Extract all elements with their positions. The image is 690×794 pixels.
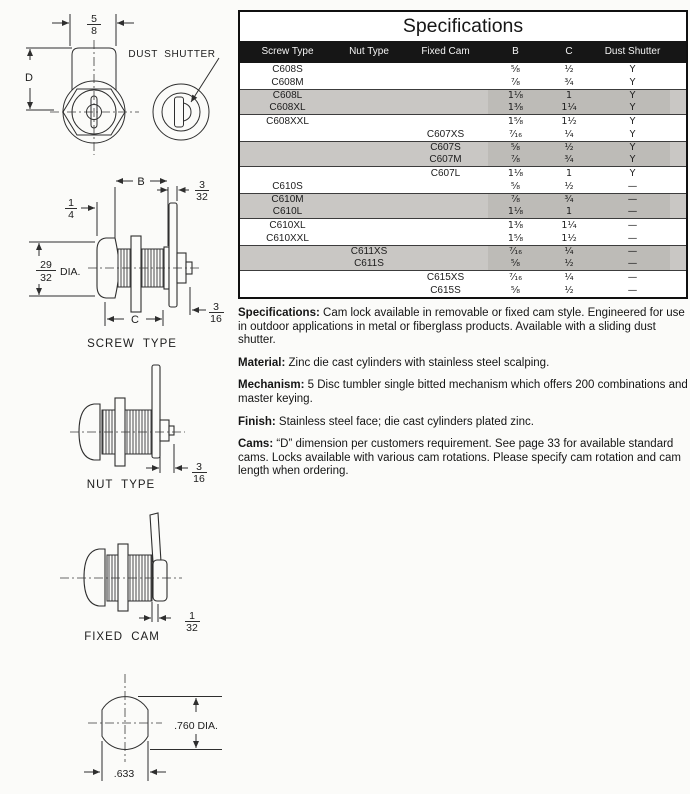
right-column xyxy=(238,10,688,488)
cell-model: C607S xyxy=(430,142,461,153)
lock-side-view-nut xyxy=(70,365,185,466)
cell-dust: — xyxy=(595,206,670,218)
cell-empty xyxy=(335,219,403,232)
note-text: Stainless steel face; die cast cylinders plated zinc. xyxy=(275,415,534,428)
header-fixed-cam: Fixed Cam xyxy=(421,46,470,57)
cutout-width-label: .633 xyxy=(113,768,135,780)
cell-empty xyxy=(403,115,488,128)
cell-empty xyxy=(335,90,403,102)
note-label: Specifications: xyxy=(238,307,320,319)
fixed-cam-caption: FIXED CAM xyxy=(84,631,160,643)
cell-empty xyxy=(403,194,488,206)
cell-empty xyxy=(403,219,488,232)
cell-b: 1⁵⁄₈ xyxy=(507,116,524,127)
table-row xyxy=(240,232,686,245)
note-paragraph xyxy=(238,379,690,406)
table-row xyxy=(240,180,686,193)
table-row xyxy=(240,63,686,76)
cell-c: ¹⁄₄ xyxy=(564,272,574,283)
cell-empty xyxy=(403,246,488,258)
cell-empty xyxy=(403,180,488,193)
dim-den: 4 xyxy=(68,209,74,221)
note-paragraph xyxy=(238,438,690,479)
cell-c: ³⁄₄ xyxy=(564,77,574,88)
cell-empty xyxy=(240,284,335,297)
cell-b: ⁷⁄₁₆ xyxy=(508,272,522,283)
cell-model: C610M xyxy=(271,194,304,205)
cell-model: C610XL xyxy=(269,220,306,231)
cell-dust: Y xyxy=(595,154,670,166)
dim-num: 3 xyxy=(196,461,202,473)
lock-front-view xyxy=(50,40,139,155)
table-row xyxy=(240,141,686,154)
lock-side-view-fixed xyxy=(60,513,182,611)
screw-type-caption: SCREW TYPE xyxy=(87,338,177,350)
cell-c: 1 xyxy=(543,90,595,102)
cell-dust: Y xyxy=(595,90,670,102)
dim-den: 16 xyxy=(193,473,205,485)
cell-empty xyxy=(335,206,403,218)
dim-c-label: C xyxy=(131,314,139,326)
table-row xyxy=(240,76,686,89)
nut-type-caption: NUT TYPE xyxy=(86,479,156,491)
cell-c: ¹⁄₂ xyxy=(543,258,595,270)
nut-type-drawing xyxy=(0,350,235,500)
cell-dust: — xyxy=(627,233,638,244)
cell-empty xyxy=(335,63,403,76)
cell-model: C607L xyxy=(430,168,461,179)
dim-num: 1 xyxy=(189,610,195,622)
cell-dust: — xyxy=(627,220,638,231)
cell-b: ⁵⁄₈ xyxy=(488,142,543,154)
dim-den: 32 xyxy=(40,272,52,284)
cell-empty xyxy=(335,115,403,128)
cell-empty xyxy=(335,167,403,180)
cell-dust: — xyxy=(627,285,638,296)
cell-empty xyxy=(335,232,403,245)
cell-c: 1¹⁄₂ xyxy=(561,233,577,244)
cell-c: ¹⁄₄ xyxy=(543,246,595,258)
cell-model: C610XXL xyxy=(266,233,309,244)
cell-c: 1 xyxy=(543,206,595,218)
cell-dust: — xyxy=(595,258,670,270)
cell-model: C615XS xyxy=(426,272,465,283)
cell-c: ¹⁄₄ xyxy=(564,129,574,140)
cell-empty xyxy=(335,142,403,154)
cell-model: C607XS xyxy=(426,129,465,140)
dim-num: 5 xyxy=(91,13,97,25)
cell-b: ⁷⁄₈ xyxy=(488,154,543,166)
note-text: 5 Disc tumbler single bitted mechanism which offers 200 combinations and master keying. xyxy=(238,379,688,405)
cell-empty xyxy=(335,128,403,141)
cell-b: 1³⁄₈ xyxy=(488,102,543,114)
cell-b: 1¹⁄₈ xyxy=(488,206,543,218)
cell-c: ³⁄₄ xyxy=(543,154,595,166)
cell-empty xyxy=(240,246,335,258)
dim-num: 3 xyxy=(213,301,219,313)
cell-b: ⁵⁄₈ xyxy=(488,258,543,270)
cell-c: 1 xyxy=(565,168,573,179)
table-row xyxy=(240,258,686,271)
dust-shutter-label: DUST SHUTTER xyxy=(128,49,216,60)
notes-section xyxy=(238,307,690,479)
cell-empty xyxy=(403,258,488,270)
table-row xyxy=(240,193,686,206)
dim-cam-thickness xyxy=(157,179,209,203)
cell-model: C608S xyxy=(272,64,303,75)
table-header xyxy=(240,41,686,63)
cell-b: ⁵⁄₈ xyxy=(510,285,521,296)
cell-b: ⁵⁄₈ xyxy=(510,181,521,192)
cam-hub xyxy=(153,560,167,601)
cell-b: ⁵⁄₈ xyxy=(510,64,521,75)
cell-b: 1¹⁄₈ xyxy=(488,90,543,102)
screw-type-drawing xyxy=(0,165,235,355)
table-row xyxy=(240,245,686,258)
dim-bezel xyxy=(65,197,97,236)
dim-b-label: B xyxy=(137,176,145,188)
spec-table-body xyxy=(240,63,686,297)
table-row xyxy=(240,89,686,102)
cell-c: ¹⁄₂ xyxy=(564,181,574,192)
cell-c: ¹⁄₂ xyxy=(564,285,574,296)
cam-lever xyxy=(152,365,160,458)
cell-dust: Y xyxy=(595,142,670,154)
double-d-cutout xyxy=(88,674,162,762)
cell-dust: Y xyxy=(629,64,636,75)
cell-empty xyxy=(403,232,488,245)
header-c: C xyxy=(565,46,573,57)
note-text: Cam lock available in removable or fixed cam style. Engineered for use in outdoor applications in metal or fiberglass products. Available with a sliding dust shutter. xyxy=(238,307,685,347)
dust-shutter-shape xyxy=(184,103,192,121)
dim-den: 8 xyxy=(91,25,97,37)
header-b: B xyxy=(512,46,519,57)
cell-model: C615S xyxy=(430,285,461,296)
front-view-drawing xyxy=(0,0,235,165)
cell-model: C610S xyxy=(272,181,303,192)
cell-empty xyxy=(335,180,403,193)
cell-b: 1¹⁄₈ xyxy=(507,168,524,179)
cell-b: 1³⁄₈ xyxy=(507,220,524,231)
cell-dust: Y xyxy=(629,129,636,140)
cell-c: 1¹⁄₄ xyxy=(543,102,595,114)
cell-empty xyxy=(240,142,335,154)
cell-empty xyxy=(240,167,335,180)
dim-den: 32 xyxy=(196,191,208,203)
cutout-drawing xyxy=(0,655,280,794)
dim-den: 32 xyxy=(186,622,198,634)
note-label: Mechanism: xyxy=(238,379,305,392)
note-label: Finish: xyxy=(238,415,276,428)
cell-c: ¹⁄₂ xyxy=(543,142,595,154)
table-row xyxy=(240,219,686,232)
cell-dust: Y xyxy=(595,102,670,114)
cell-dust: — xyxy=(595,246,670,258)
table-row xyxy=(240,102,686,115)
table-row xyxy=(240,115,686,128)
keyway xyxy=(175,97,184,127)
table-title: Specifications xyxy=(402,15,524,37)
table-row xyxy=(240,128,686,141)
dim-cutout-dia xyxy=(138,697,222,750)
lock-side-view-screw xyxy=(88,203,200,312)
cell-dust: Y xyxy=(629,116,636,127)
header-nut-type: Nut Type xyxy=(349,46,389,57)
cell-model: C611XS xyxy=(350,246,388,257)
table-row xyxy=(240,284,686,297)
cell-empty xyxy=(403,63,488,76)
cell-empty xyxy=(335,76,403,89)
note-label: Material: xyxy=(238,356,286,369)
table-row xyxy=(240,271,686,284)
cell-dust: Y xyxy=(629,77,636,88)
note-label: Cams: xyxy=(238,438,274,451)
cell-model: C611S xyxy=(354,258,384,269)
cell-b: ⁷⁄₁₆ xyxy=(488,246,543,258)
cell-empty xyxy=(240,258,335,270)
dim-gap-fixed xyxy=(139,602,200,634)
cell-c: ³⁄₄ xyxy=(543,194,595,206)
cell-dust: — xyxy=(627,272,638,283)
table-row xyxy=(240,167,686,180)
note-text: Zinc die cast cylinders with stainless steel scalping. xyxy=(285,356,550,369)
fixed-cam-drawing xyxy=(0,500,235,650)
table-row xyxy=(240,206,686,219)
header-dust-shutter: Dust Shutter xyxy=(604,46,661,57)
note-paragraph xyxy=(238,416,690,430)
cell-b: 1⁵⁄₈ xyxy=(507,233,524,244)
cell-empty xyxy=(403,90,488,102)
cell-c: 1¹⁄₄ xyxy=(561,220,577,231)
cell-empty xyxy=(403,206,488,218)
cell-empty xyxy=(335,271,403,284)
cell-b: ⁷⁄₈ xyxy=(488,194,543,206)
dim-num: 29 xyxy=(40,259,52,271)
cell-model: C608L xyxy=(272,90,303,101)
cell-c: ¹⁄₂ xyxy=(564,64,574,75)
cell-c: 1¹⁄₂ xyxy=(561,116,577,127)
cell-b: ⁷⁄₁₆ xyxy=(508,129,522,140)
dim-diameter xyxy=(29,242,95,296)
cam-lever xyxy=(169,203,177,307)
table-row xyxy=(240,154,686,167)
dim-num: 1 xyxy=(68,197,74,209)
note-paragraph xyxy=(238,307,690,348)
cell-empty xyxy=(335,194,403,206)
cell-dust: — xyxy=(595,194,670,206)
cell-empty xyxy=(240,154,335,166)
cell-empty xyxy=(403,102,488,114)
dim-num: 3 xyxy=(199,179,205,191)
cutout-dia-label: .760 DIA. xyxy=(174,720,218,732)
tailpiece xyxy=(160,420,169,441)
cell-empty xyxy=(335,284,403,297)
spec-table xyxy=(238,10,688,299)
cell-model: C608XXL xyxy=(266,116,309,127)
cell-dust: Y xyxy=(629,168,636,179)
note-paragraph xyxy=(238,357,690,371)
cell-empty xyxy=(403,76,488,89)
dim-five-eighths xyxy=(52,13,134,46)
cell-b: ⁷⁄₈ xyxy=(510,77,521,88)
cell-model: C610L xyxy=(272,206,303,217)
cell-model: C608XL xyxy=(269,102,306,113)
note-text: “D” dimension per customers requirement. See page 33 for available standard cams. Locks available with various cam rotations. Please specify cam rotation and cam length when ordering. xyxy=(238,438,681,478)
dust-shutter-face-view xyxy=(128,49,219,140)
cell-model: C607M xyxy=(429,154,462,165)
dim-den: 16 xyxy=(210,313,222,325)
cell-empty xyxy=(240,128,335,141)
header-screw-type: Screw Type xyxy=(261,46,314,57)
cell-model: C608M xyxy=(271,77,304,88)
cell-empty xyxy=(240,271,335,284)
dim-tail-screw xyxy=(190,287,224,325)
cell-empty xyxy=(335,102,403,114)
dim-dia-suffix: DIA. xyxy=(60,266,81,278)
cell-dust: — xyxy=(627,181,638,192)
cell-empty xyxy=(335,154,403,166)
dim-d-label: D xyxy=(25,72,33,84)
